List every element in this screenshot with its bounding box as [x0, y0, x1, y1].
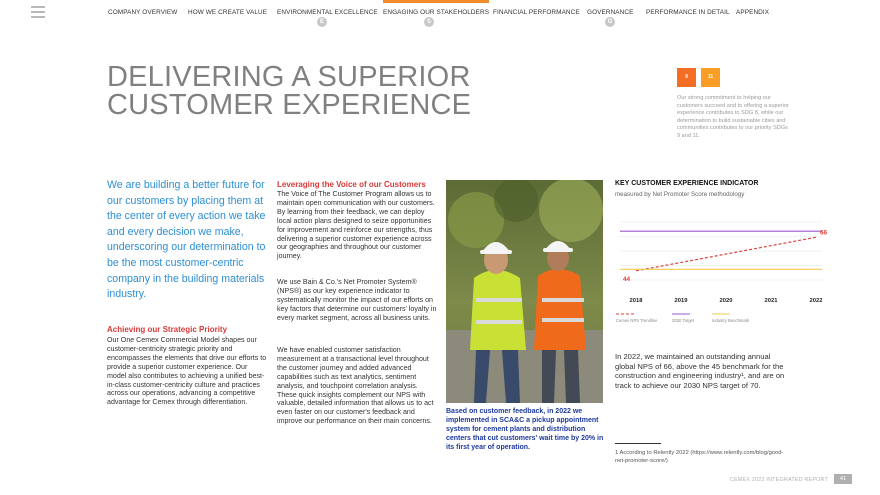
social-badge[interactable]: S	[424, 17, 434, 27]
nav-performance-in-detail[interactable]: PERFORMANCE IN DETAIL	[646, 9, 730, 16]
x-tick-2021: 2021	[764, 298, 778, 304]
workers-photo	[446, 180, 603, 403]
nav-environmental-excellence[interactable]: ENVIRONMENTAL EXCELLENCE	[277, 9, 378, 16]
footnote-divider	[615, 443, 661, 444]
voice-heading: Leveraging the Voice of our Customers	[277, 180, 426, 189]
strategic-priority-body: Our One Cemex Commercial Model shapes our customer-centricity strategic priority and encompasses the elements that drive our efforts to provide a superior customer experience. Our model also contributes to achieving a unified best-in-class customer-centricity culture and practices across our operations, advancing a competitive advantage for Cemex through differentiation.	[107, 336, 267, 407]
workers-illustration	[446, 180, 603, 403]
title-line-2: CUSTOMER EXPERIENCE	[107, 89, 472, 121]
series-cemex-nps-trendline	[636, 237, 816, 271]
legend-label-2: Industry Benchmark	[712, 318, 750, 323]
page-title	[107, 63, 527, 119]
nav-how-we-create-value[interactable]: HOW WE CREATE VALUE	[188, 9, 268, 16]
sdg-description: Our strong commitment to helping our customers succeed and to offering a superior experience contributes to SDG 8, while our determination to build sustainable cities and communities contributes to our priority SDGs 9 and 11.	[677, 95, 789, 139]
nav-appendix[interactable]: APPENDIX	[736, 9, 770, 16]
data-label-2022: 66	[820, 229, 828, 237]
nav-engaging-stakeholders[interactable]: ENGAGING OUR STAKEHOLDERS	[383, 9, 490, 16]
nav-governance[interactable]: GOVERNANCE	[587, 9, 634, 16]
nav-company-overview[interactable]: COMPANY OVERVIEW	[108, 9, 178, 16]
footnote: 1 According to Relently 2022 (https://www.relently.com/blog/good-net-promoter-score/)	[615, 450, 784, 464]
nav-financial-performance[interactable]: FINANCIAL PERFORMANCE	[493, 9, 580, 16]
governance-badge[interactable]: G	[605, 17, 615, 27]
chart-title: KEY CUSTOMER EXPERIENCE INDICATOR	[615, 180, 759, 187]
page-number: 41	[834, 474, 852, 484]
strategic-priority-heading: Achieving our Strategic Priority	[107, 325, 228, 334]
voice-paragraph-3: We have enabled customer satisfaction measurement at a transactional level throughout the customer journey and added advanced capabilities such as text analytics, sentiment analysis, and touchpoint correlation analysis. These quick insights complement our NPS with valuable, detailed information that allows us to act even faster on our customer's feedback and improve our performance on their main concerns.	[277, 346, 434, 426]
voice-paragraph-2: We use Bain & Co.'s Net Promoter System® (NPS®) as our key experience indicator to systematically monitor the impact of our efforts on key factors that determine our customers' loyalty in every market segment, across all business units.	[277, 278, 437, 322]
legend-label-1: 2030 Target	[672, 318, 695, 323]
voice-paragraph-1: The Voice of The Customer Program allows us to maintain open communication with our customers. By learning from their feedback, we can deploy local action plans designed to seize opportunities for improvement and reinforce our strengths, thus delivering a superior customer experience across our geographies and throughout our customer journey.	[277, 190, 435, 261]
title-line-1: DELIVERING A SUPERIOR	[107, 61, 471, 93]
x-tick-2022: 2022	[809, 298, 823, 304]
intro-paragraph: We are building a better future for our customers by placing them at the center of every action we take and every decision we make, underscoring our determination to be the most customer-centric company in the building materials industry.	[107, 179, 266, 301]
menu-icon[interactable]	[31, 6, 45, 18]
photo-caption: Based on customer feedback, in 2022 we implemented in SCA&C a pickup appointment system for cement plants and distribution centers that cut customers' wait time by 20% in its first year of operation.	[446, 408, 604, 451]
nps-line-chart	[610, 218, 835, 328]
nps-summary-paragraph: In 2022, we maintained an outstanding annual global NPS of 66, above the 45 benchmark for the construction and engineering industry¹, and are on track to achieve our 2030 NPS target of 70.	[615, 352, 785, 390]
x-tick-2020: 2020	[719, 298, 733, 304]
x-tick-2018: 2018	[629, 298, 643, 304]
data-label-2018: 44	[623, 275, 631, 283]
sdg-11-icon: 11	[701, 68, 720, 87]
environmental-badge[interactable]: E	[317, 17, 327, 27]
legend-label-0: Cemex NPS Trendline	[616, 318, 658, 323]
top-nav	[100, 0, 880, 30]
x-tick-2019: 2019	[674, 298, 688, 304]
chart-subtitle: measured by Net Promoter Score methodology	[615, 191, 745, 198]
report-name: CEMEX 2022 INTEGRATED REPORT	[730, 477, 828, 483]
sdg-9-icon: 9	[677, 68, 696, 87]
